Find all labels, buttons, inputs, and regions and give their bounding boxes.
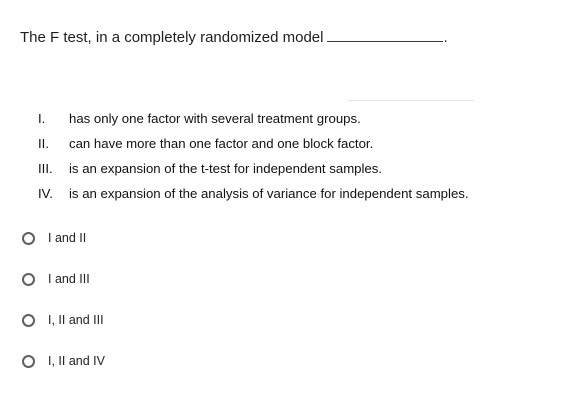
statement-numeral: II. [38,136,49,151]
radio-button[interactable] [22,314,35,327]
statement-text: has only one factor with several treatment groups. [69,111,361,126]
answer-option-2[interactable] [22,272,105,313]
statement-item [38,110,469,135]
radio-button[interactable] [22,273,35,286]
option-label: I and II [48,231,87,245]
option-label: I, II and III [48,313,104,327]
statement-numeral: IV. [38,186,53,201]
statement-item [38,160,469,185]
option-label: I, II and IV [48,354,105,368]
statement-text: can have more than one factor and one block factor. [69,136,374,151]
statement-numeral: I. [38,111,46,126]
question-text [20,29,448,46]
statement-text: is an expansion of the t-test for independent samples. [69,161,383,176]
answer-option-1[interactable] [22,231,105,272]
statement-numeral: III. [38,161,53,176]
answer-options [22,231,105,395]
answer-option-4[interactable] [22,354,105,395]
option-label: I and III [48,272,90,286]
answer-option-3[interactable] [22,313,105,354]
divider-line [347,100,474,101]
statement-text: is an expansion of the analysis of variance for independent samples. [69,186,469,201]
statement-item [38,135,469,160]
radio-button[interactable] [22,232,35,245]
question-period: . [443,29,448,46]
question-stem: The F test, in a completely randomized model [20,29,324,46]
statement-item [38,185,469,210]
answer-blank [327,40,443,42]
radio-button[interactable] [22,355,35,368]
statement-list [38,110,469,210]
